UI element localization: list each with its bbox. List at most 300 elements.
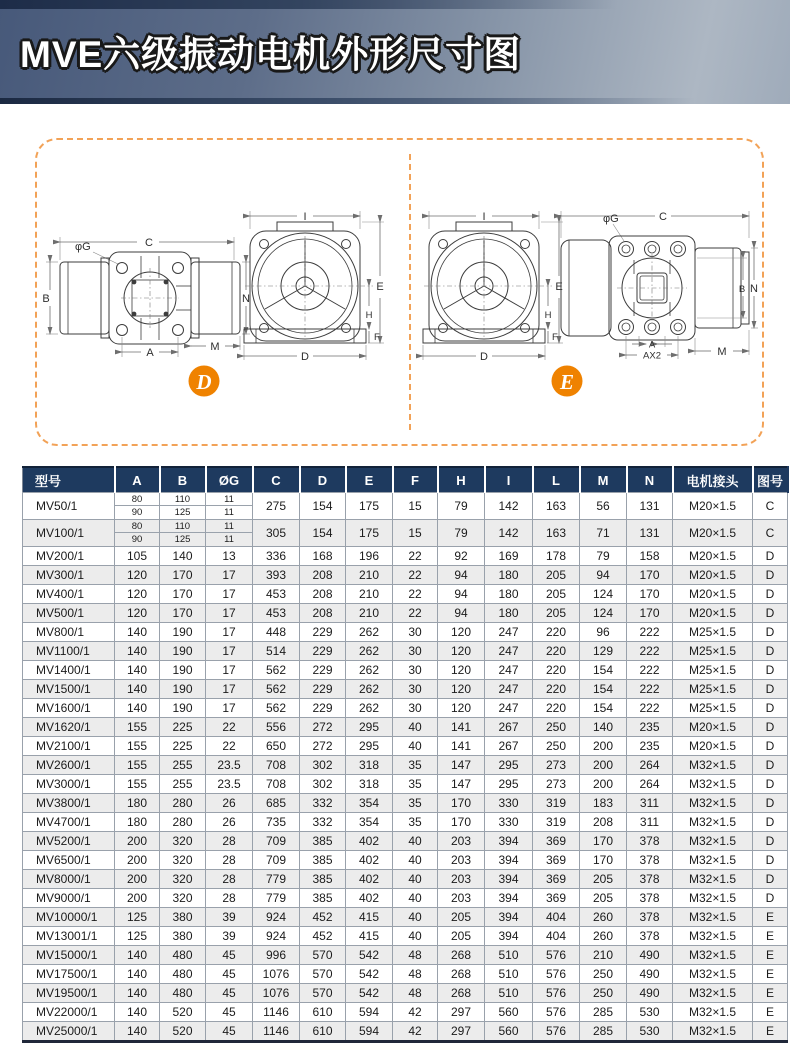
value-cell: 220 — [533, 699, 580, 718]
value-cell: 190 — [160, 623, 206, 642]
value-cell: 255 — [160, 775, 206, 794]
value-cell: 35 — [393, 775, 438, 794]
value-cell: 17 — [206, 566, 253, 585]
value-cell: 378 — [627, 832, 673, 851]
value-cell: 17 — [206, 604, 253, 623]
value-cell: 402 — [346, 851, 393, 870]
value-cell: 163 — [533, 493, 580, 520]
value-cell: 302 — [300, 775, 346, 794]
value-cell: M32×1.5 — [673, 775, 753, 794]
value-cell: 170 — [438, 794, 485, 813]
split-value-cell: 11 11 — [206, 493, 253, 520]
value-cell: D — [753, 870, 788, 889]
value-cell: 140 — [115, 946, 160, 965]
value-cell: 170 — [580, 832, 627, 851]
figure-badge-d-letter: D — [196, 370, 212, 394]
value-cell: 576 — [533, 946, 580, 965]
value-cell: 415 — [346, 927, 393, 946]
value-cell: E — [753, 1022, 788, 1042]
value-cell: 56 — [580, 493, 627, 520]
header-cell-ØG: ØG — [206, 467, 253, 493]
value-cell: 125 — [115, 927, 160, 946]
value-cell: 17 — [206, 680, 253, 699]
value-cell: 140 — [115, 965, 160, 984]
value-cell: 141 — [438, 718, 485, 737]
value-cell: 210 — [580, 946, 627, 965]
value-cell: 260 — [580, 908, 627, 927]
value-cell: 125 — [115, 908, 160, 927]
value-cell: 394 — [485, 870, 533, 889]
model-cell: MV1620/1 — [23, 718, 115, 737]
value-cell: 280 — [160, 794, 206, 813]
model-cell: MV15000/1 — [23, 946, 115, 965]
value-cell: 268 — [438, 946, 485, 965]
value-cell: 40 — [393, 832, 438, 851]
value-cell: 15 — [393, 493, 438, 520]
value-cell: 140 — [115, 661, 160, 680]
value-cell: 200 — [115, 832, 160, 851]
value-cell: 235 — [627, 737, 673, 756]
table-header-row — [23, 467, 788, 493]
value-cell: M32×1.5 — [673, 927, 753, 946]
model-cell: MV13001/1 — [23, 927, 115, 946]
split-value-cell: 80 90 — [115, 493, 160, 520]
value-cell: 40 — [393, 870, 438, 889]
dim-label-e: E — [555, 281, 563, 293]
table-row — [23, 737, 788, 756]
table-row — [23, 718, 788, 737]
value-cell: 275 — [253, 493, 300, 520]
split-value-cell: 110 125 — [160, 493, 206, 520]
table-row — [23, 680, 788, 699]
value-cell: 708 — [253, 775, 300, 794]
value-cell: M32×1.5 — [673, 851, 753, 870]
value-cell: 576 — [533, 984, 580, 1003]
value-cell: 200 — [115, 851, 160, 870]
value-cell: 120 — [115, 585, 160, 604]
value-cell: 17 — [206, 623, 253, 642]
value-cell: M25×1.5 — [673, 680, 753, 699]
value-cell: 570 — [300, 965, 346, 984]
value-cell: 1146 — [253, 1003, 300, 1022]
value-cell: 369 — [533, 889, 580, 908]
value-cell: 273 — [533, 756, 580, 775]
table-row — [23, 965, 788, 984]
table-row — [23, 699, 788, 718]
value-cell: 302 — [300, 756, 346, 775]
value-cell: 96 — [580, 623, 627, 642]
value-cell: 394 — [485, 927, 533, 946]
value-cell: 415 — [346, 908, 393, 927]
value-cell: 610 — [300, 1003, 346, 1022]
value-cell: 205 — [580, 870, 627, 889]
value-cell: 140 — [115, 699, 160, 718]
value-cell: 124 — [580, 604, 627, 623]
value-cell: M32×1.5 — [673, 756, 753, 775]
header-cell-B: B — [160, 467, 206, 493]
motor-front-view-d — [244, 211, 384, 363]
value-cell: 530 — [627, 1003, 673, 1022]
value-cell: 120 — [438, 661, 485, 680]
value-cell: D — [753, 547, 788, 566]
value-cell: 200 — [580, 756, 627, 775]
value-cell: 208 — [300, 566, 346, 585]
value-cell: 45 — [206, 946, 253, 965]
value-cell: 530 — [627, 1022, 673, 1042]
value-cell: 280 — [160, 813, 206, 832]
value-cell: 480 — [160, 984, 206, 1003]
value-cell: 40 — [393, 737, 438, 756]
dim-label-d: D — [480, 351, 488, 363]
value-cell: 404 — [533, 927, 580, 946]
table-row — [23, 870, 788, 889]
value-cell: 22 — [206, 718, 253, 737]
header-cell-N: N — [627, 467, 673, 493]
value-cell: 170 — [160, 604, 206, 623]
value-cell: 556 — [253, 718, 300, 737]
model-cell: MV1500/1 — [23, 680, 115, 699]
value-cell: 94 — [580, 566, 627, 585]
value-cell: 17 — [206, 585, 253, 604]
value-cell: 1146 — [253, 1022, 300, 1042]
value-cell: 180 — [115, 794, 160, 813]
value-cell: 250 — [580, 965, 627, 984]
value-cell: 205 — [580, 889, 627, 908]
value-cell: 22 — [393, 585, 438, 604]
value-cell: 924 — [253, 927, 300, 946]
value-cell: 30 — [393, 623, 438, 642]
value-cell: 180 — [485, 585, 533, 604]
model-cell: MV1400/1 — [23, 661, 115, 680]
value-cell: 260 — [580, 927, 627, 946]
header-cell-I: I — [485, 467, 533, 493]
value-cell: 170 — [160, 566, 206, 585]
dim-label-i: I — [482, 211, 486, 223]
value-cell: 295 — [485, 756, 533, 775]
drawing-box — [35, 138, 764, 446]
value-cell: 255 — [160, 756, 206, 775]
value-cell: 285 — [580, 1003, 627, 1022]
value-cell: 180 — [485, 566, 533, 585]
dim-label-a: A — [648, 339, 656, 351]
value-cell: 268 — [438, 984, 485, 1003]
value-cell: 22 — [206, 737, 253, 756]
dim-label-b: B — [738, 284, 746, 295]
value-cell: 155 — [115, 775, 160, 794]
motor-front-view-e — [423, 211, 563, 363]
model-cell: MV25000/1 — [23, 1022, 115, 1042]
value-cell: 380 — [160, 927, 206, 946]
value-cell: 203 — [438, 851, 485, 870]
value-cell: 924 — [253, 908, 300, 927]
value-cell: M32×1.5 — [673, 794, 753, 813]
value-cell: 142 — [485, 493, 533, 520]
model-cell: MV500/1 — [23, 604, 115, 623]
value-cell: 735 — [253, 813, 300, 832]
value-cell: 332 — [300, 794, 346, 813]
value-cell: 542 — [346, 946, 393, 965]
value-cell: 210 — [346, 585, 393, 604]
header-cell-L: L — [533, 467, 580, 493]
value-cell: 369 — [533, 851, 580, 870]
value-cell: 247 — [485, 699, 533, 718]
value-cell: 48 — [393, 965, 438, 984]
value-cell: 170 — [160, 585, 206, 604]
value-cell: 142 — [485, 520, 533, 547]
value-cell: 140 — [115, 1003, 160, 1022]
table-row — [23, 908, 788, 927]
value-cell: 40 — [393, 889, 438, 908]
value-cell: 140 — [580, 718, 627, 737]
value-cell: M32×1.5 — [673, 813, 753, 832]
value-cell: 28 — [206, 851, 253, 870]
header-cell-F: F — [393, 467, 438, 493]
table-row — [23, 520, 788, 547]
value-cell: 354 — [346, 813, 393, 832]
value-cell: 154 — [300, 520, 346, 547]
value-cell: 779 — [253, 889, 300, 908]
value-cell: 385 — [300, 889, 346, 908]
value-cell: 23.5 — [206, 775, 253, 794]
dim-label-d: D — [301, 351, 309, 363]
model-cell: MV400/1 — [23, 585, 115, 604]
header-cell-model: 型号 — [23, 467, 115, 493]
model-cell: MV800/1 — [23, 623, 115, 642]
value-cell: 448 — [253, 623, 300, 642]
value-cell: 220 — [533, 623, 580, 642]
table-row — [23, 851, 788, 870]
value-cell: M32×1.5 — [673, 889, 753, 908]
value-cell: M25×1.5 — [673, 661, 753, 680]
value-cell: 26 — [206, 813, 253, 832]
split-value-cell: 80 90 — [115, 520, 160, 547]
value-cell: 452 — [300, 927, 346, 946]
value-cell: 247 — [485, 623, 533, 642]
value-cell: M32×1.5 — [673, 965, 753, 984]
value-cell: 48 — [393, 946, 438, 965]
value-cell: M20×1.5 — [673, 737, 753, 756]
value-cell: 229 — [300, 680, 346, 699]
value-cell: 262 — [346, 661, 393, 680]
value-cell: 35 — [393, 756, 438, 775]
value-cell: 229 — [300, 642, 346, 661]
value-cell: 105 — [115, 547, 160, 566]
table-row — [23, 794, 788, 813]
value-cell: 378 — [627, 927, 673, 946]
value-cell: 120 — [438, 699, 485, 718]
value-cell: 22 — [393, 547, 438, 566]
value-cell: 369 — [533, 870, 580, 889]
value-cell: C — [753, 493, 788, 520]
value-cell: 129 — [580, 642, 627, 661]
value-cell: 26 — [206, 794, 253, 813]
value-cell: 490 — [627, 946, 673, 965]
value-cell: 28 — [206, 832, 253, 851]
model-cell: MV8000/1 — [23, 870, 115, 889]
value-cell: 319 — [533, 813, 580, 832]
header-cell-A: A — [115, 467, 160, 493]
value-cell: 40 — [393, 718, 438, 737]
value-cell: 262 — [346, 680, 393, 699]
table-row — [23, 813, 788, 832]
value-cell: 22 — [393, 604, 438, 623]
value-cell: 319 — [533, 794, 580, 813]
value-cell: 225 — [160, 718, 206, 737]
value-cell: M25×1.5 — [673, 623, 753, 642]
table-row — [23, 984, 788, 1003]
value-cell: 514 — [253, 642, 300, 661]
table-row — [23, 832, 788, 851]
table-row — [23, 927, 788, 946]
table-head — [23, 467, 788, 493]
value-cell: 594 — [346, 1003, 393, 1022]
value-cell: 180 — [485, 604, 533, 623]
value-cell: 40 — [393, 851, 438, 870]
value-cell: 268 — [438, 965, 485, 984]
value-cell: 542 — [346, 965, 393, 984]
value-cell: 175 — [346, 493, 393, 520]
header-cell-E: E — [346, 467, 393, 493]
value-cell: 208 — [580, 813, 627, 832]
model-cell: MV1600/1 — [23, 699, 115, 718]
value-cell: 250 — [580, 984, 627, 1003]
value-cell: D — [753, 832, 788, 851]
dim-label-m: M — [210, 341, 220, 353]
value-cell: 332 — [300, 813, 346, 832]
value-cell: 39 — [206, 908, 253, 927]
value-cell: 48 — [393, 984, 438, 1003]
value-cell: D — [753, 604, 788, 623]
value-cell: 155 — [115, 737, 160, 756]
value-cell: 272 — [300, 718, 346, 737]
value-cell: 190 — [160, 642, 206, 661]
dim-label-b: B — [42, 293, 50, 305]
value-cell: 170 — [438, 813, 485, 832]
value-cell: 23.5 — [206, 756, 253, 775]
model-cell: MV1100/1 — [23, 642, 115, 661]
model-cell: MV100/1 — [23, 520, 115, 547]
value-cell: M20×1.5 — [673, 718, 753, 737]
header-cell-connector: 电机接头 — [673, 467, 753, 493]
value-cell: M25×1.5 — [673, 642, 753, 661]
value-cell: 155 — [115, 756, 160, 775]
value-cell: 205 — [438, 927, 485, 946]
table-row — [23, 889, 788, 908]
value-cell: 140 — [115, 984, 160, 1003]
value-cell: 404 — [533, 908, 580, 927]
value-cell: 402 — [346, 870, 393, 889]
split-value-cell: 11 11 — [206, 520, 253, 547]
value-cell: 208 — [300, 585, 346, 604]
value-cell: 71 — [580, 520, 627, 547]
value-cell: 42 — [393, 1022, 438, 1042]
value-cell: 594 — [346, 1022, 393, 1042]
value-cell: M32×1.5 — [673, 832, 753, 851]
value-cell: 168 — [300, 547, 346, 566]
dim-label-n: N — [242, 293, 250, 305]
value-cell: M20×1.5 — [673, 566, 753, 585]
value-cell: 178 — [533, 547, 580, 566]
value-cell: 490 — [627, 984, 673, 1003]
value-cell: 1076 — [253, 984, 300, 1003]
value-cell: 40 — [393, 908, 438, 927]
value-cell: 30 — [393, 680, 438, 699]
model-cell: MV5200/1 — [23, 832, 115, 851]
value-cell: 140 — [115, 680, 160, 699]
value-cell: 205 — [533, 604, 580, 623]
value-cell: D — [753, 756, 788, 775]
value-cell: 180 — [115, 813, 160, 832]
value-cell: 200 — [580, 775, 627, 794]
value-cell: 45 — [206, 984, 253, 1003]
value-cell: 170 — [627, 585, 673, 604]
value-cell: E — [753, 984, 788, 1003]
model-cell: MV200/1 — [23, 547, 115, 566]
value-cell: 35 — [393, 794, 438, 813]
value-cell: 30 — [393, 699, 438, 718]
value-cell: 297 — [438, 1003, 485, 1022]
value-cell: 183 — [580, 794, 627, 813]
value-cell: 320 — [160, 870, 206, 889]
value-cell: 369 — [533, 832, 580, 851]
motor-side-view-d — [42, 237, 250, 359]
value-cell: 222 — [627, 642, 673, 661]
value-cell: 154 — [300, 493, 346, 520]
value-cell: 225 — [160, 737, 206, 756]
value-cell: 208 — [300, 604, 346, 623]
value-cell: 394 — [485, 832, 533, 851]
value-cell: 170 — [627, 566, 673, 585]
value-cell: 190 — [160, 661, 206, 680]
model-cell: MV4700/1 — [23, 813, 115, 832]
value-cell: 385 — [300, 851, 346, 870]
value-cell: 220 — [533, 661, 580, 680]
table-body — [23, 493, 788, 1042]
value-cell: 380 — [160, 908, 206, 927]
value-cell: 297 — [438, 1022, 485, 1042]
value-cell: 229 — [300, 661, 346, 680]
header-banner — [0, 0, 790, 104]
value-cell: 141 — [438, 737, 485, 756]
value-cell: 92 — [438, 547, 485, 566]
value-cell: 222 — [627, 699, 673, 718]
value-cell: 190 — [160, 680, 206, 699]
value-cell: 267 — [485, 737, 533, 756]
value-cell: 354 — [346, 794, 393, 813]
value-cell: 175 — [346, 520, 393, 547]
value-cell: 196 — [346, 547, 393, 566]
figure-badge-e — [552, 366, 583, 397]
value-cell: 247 — [485, 661, 533, 680]
model-cell: MV3800/1 — [23, 794, 115, 813]
value-cell: M20×1.5 — [673, 520, 753, 547]
model-cell: MV2100/1 — [23, 737, 115, 756]
value-cell: 576 — [533, 1022, 580, 1042]
value-cell: 120 — [115, 604, 160, 623]
value-cell: 140 — [115, 642, 160, 661]
value-cell: 40 — [393, 927, 438, 946]
value-cell: 229 — [300, 623, 346, 642]
model-cell: MV50/1 — [23, 493, 115, 520]
value-cell: M20×1.5 — [673, 547, 753, 566]
value-cell: 42 — [393, 1003, 438, 1022]
dim-label-n: N — [750, 283, 758, 295]
value-cell: 35 — [393, 813, 438, 832]
value-cell: 15 — [393, 520, 438, 547]
value-cell: 305 — [253, 520, 300, 547]
value-cell: 250 — [533, 737, 580, 756]
value-cell: 510 — [485, 965, 533, 984]
